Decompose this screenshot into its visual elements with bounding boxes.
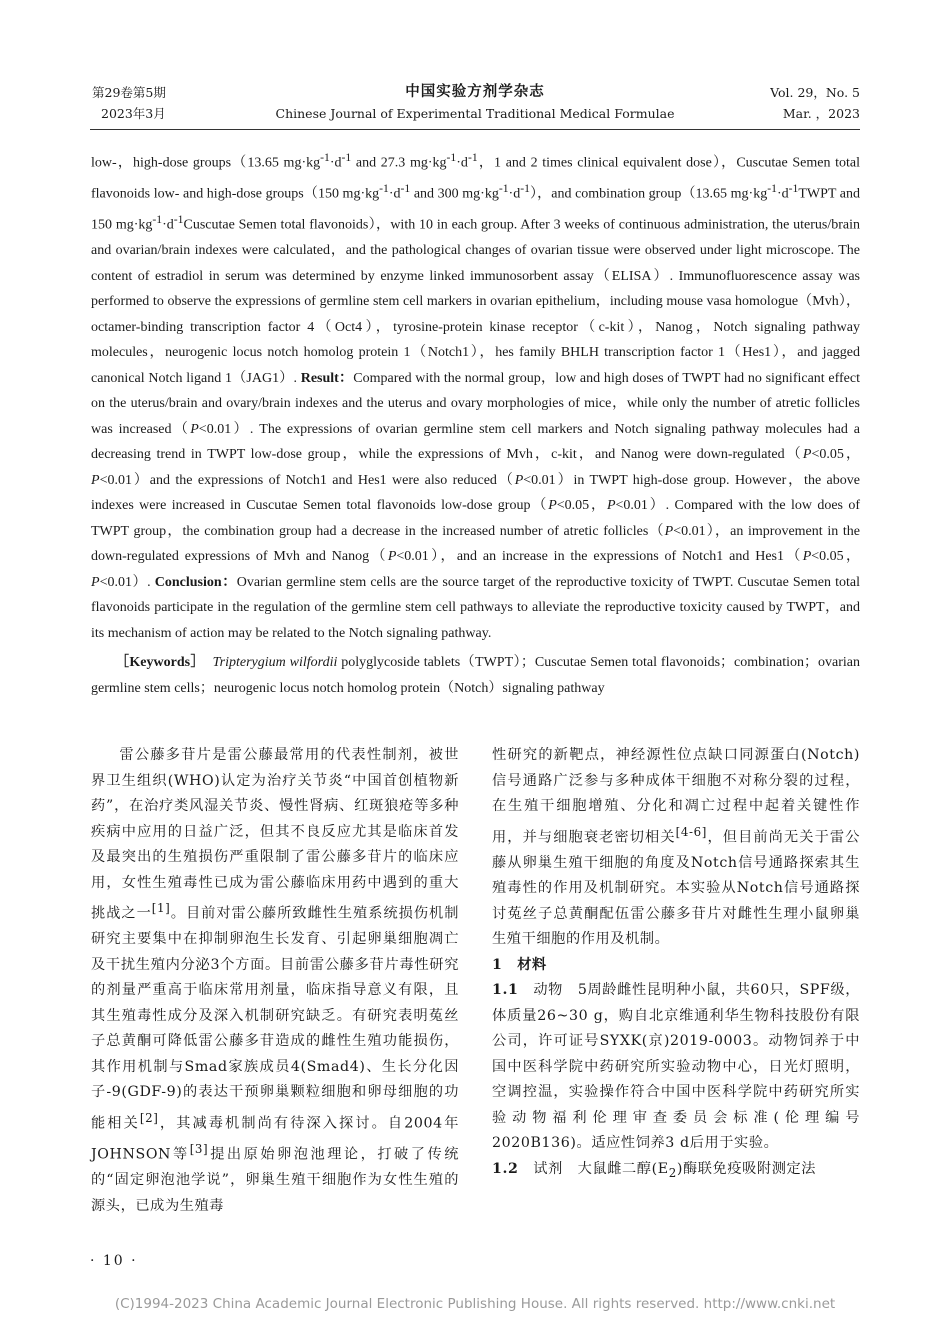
citation: [1] — [151, 901, 171, 915]
citation: [2] — [139, 1110, 159, 1125]
intro-paragraph-continued: 性研究的新靶点，神经源性位点缺口同源蛋白(Notch)信号通路广泛参与多种成体干细胞不对称分裂的过程，在生殖干细胞增殖、分化和凋亡过程中起着关键性作用，并与细胞衰老密切相关[4-6]，但目前尚无关于雷公藤从卵巢生殖干细胞的角度及Notch信号通路探索其生殖毒性的作用及机制研究。本实验从Notch信号通路探讨菟丝子总黄酮配伍雷公藤多苷片对雌性生理小鼠卵巢生殖干细胞的作用及机制。 — [492, 747, 860, 948]
abstract-body: low-，high-dose groups（13.65 $mg\cdot kg^{-1}\cdot d^{-1}$ and 27.3 $mg\cdot kg^{-1}\cdot d^{-1}$，1 and 2 times clinical equivalent dose），Cuscutae Semen total flavonoids low- and high-dose groups（150 $mg\cdot kg^{-1}\cdot d^{-1}$ and 300 $mg\cdot kg^{-1}\cdot d^{-1}$），and combination group（13.65 $mg\cdot kg^{-1}\cdot d^{-1}TWPT$ and 150 $mg\cdot kg^{-1}\cdot d^{-1}Cuscutae$ Semen total flavonoids），with 10 in each group. After 3 weeks of continuous administration, the uterus/brain and ovarian/brain indexes were calculated，and the pathological changes of ovarian tissue were observed under light microscope. The content of estradiol in serum was determined by enzyme linked immunosorbent assay（ELISA）. Immunofluorescence assay was performed to observe the expressions of germline stem cell markers in ovarian epithelium，including mouse vasa homologue（Mvh），octamer-binding transcription factor 4（Oct4），tyrosine-protein kinase receptor（c-kit），Nanog，Notch signaling pathway molecules，neurogenic locus notch homolog protein 1（Notch1），hes family BHLH transcription factor 1（Hes1），and jagged canonical Notch ligand 1（JAG1）. Result：Compared with the normal group，low and high doses of TWPT had no significant effect on the uterus/brain and ovary/brain indexes and the uterus and ovary morphologies of mice，while only the number of atretic follicles was increased（P<0.01）. The expressions of ovarian germline stem cell markers and Notch signaling pathway molecules had a decreasing trend in TWPT low-dose group，while the expressions of Mvh，c-kit，and Nanog were down-regulated（P<0.05，P<0.01）and the expressions of Notch1 and Hes1 were also reduced（P<0.01）in TWPT high-dose group. However，the above indexes were increased in Cuscutae Semen total flavonoids low-dose group（P<0.05，P<0.01）. Compared with the low does of TWPT group，the combination group had a decrease in the increased number of atretic follicles（P<0.01），an improvement in the down-regulated expressions of Mvh and Nanog（P<0.01），and an increase in the expressions of Notch1 and Hes1（P<0.05，P<0.01）. Conclusion：Ovarian germline stem cells are the source target of the reproductive toxicity of TWPT. Cuscutae Semen total flavonoids participate in the regulation of the germline stem cell pathways to alleviate the reproductive toxicity caused by TWPT，and its mechanism of action may be related to the Notch signaling pathway. — [91, 151, 861, 641]
header-issue — [92, 82, 166, 124]
right-column — [492, 743, 860, 1186]
header-vol-no: Vol. 29，No. 5 — [770, 85, 860, 100]
conclusion-label: Conclusion： — [154, 574, 237, 590]
keywords: ［Keywords］ Tripterygium wilfordii polyglycoside tablets（TWPT）；Cuscutae Semen total flavonoids；combination；ovarian germline stem cells；neurogenic locus notch homolog protein（Notch）signaling pathway — [91, 655, 860, 696]
keywords-label: ［Keywords］ — [115, 655, 205, 671]
header-date: 2023年3月 — [101, 106, 166, 121]
header-journal — [200, 82, 750, 124]
english-abstract — [91, 145, 860, 701]
citation: [4-6] — [675, 824, 707, 839]
copyright-footer: (C)1994-2023 China Academic Journal Electronic Publishing House. All rights reserved. http://www.cnki.net — [114, 1296, 836, 1312]
header-vol-en — [770, 82, 860, 124]
subsection-reagents: 1.2 试剂 大鼠雌二醇$(E_2)$酶联免疫吸附测定法 — [492, 1160, 817, 1180]
journal-title-en: Chinese Journal of Experimental Traditional Medical Formulae — [275, 106, 675, 121]
journal-title-cn: 中国实验方剂学杂志 — [405, 84, 545, 100]
section-heading-materials: 1 材料 — [492, 956, 547, 973]
subsection-animals: 1.1 动物 5周龄雌性昆明种小鼠，共60只，SPF级，体质量26~30 g，购自北京维通利华生物科技股份有限公司，许可证号SYXK(京)2019-0003。动物饲养于中国中医科学院中药研究所实验动物中心，日光灯照明，空调控温，实验操作符合中国中医科学院中药研究所实验动物福利伦理审查委员会标准(伦理编号2020B136)。适应性饲养3 d后用于实验。 — [492, 982, 860, 1152]
header-volume: 第29卷第5期 — [92, 85, 166, 100]
header-rule — [90, 129, 860, 130]
citation: [3] — [189, 1141, 209, 1156]
page-number: · 10 · — [90, 1253, 138, 1269]
header-month-year: Mar. ，2023 — [782, 106, 860, 121]
intro-paragraph: 雷公藤多苷片是雷公藤最常用的代表性制剂，被世界卫生组织(WHO)认定为治疗关节炎“中国首创植物新药”，在治疗类风湿关节炎、慢性肾病、红斑狼疮等多种疾病中应用的日益广泛，但其不良反应尤其是临床首发及最突出的生殖损伤严重限制了雷公藤多苷片的临床应用，女性生殖毒性已成为雷公藤临床用药中遇到的重大挑战之一[1]。目前对雷公藤所致雌性生殖系统损伤机制研究主要集中在抑制卵泡生长发育、引起卵巢细胞凋亡及干扰生殖内分泌3个方面。目前雷公藤多苷片毒性研究的剂量严重高于临床常用剂量，临床指导意义有限，且其生殖毒性成分及深入机制研究缺乏。有研究表明菟丝子总黄酮可降低雷公藤多苷造成的雌性生殖功能损伤，其作用机制与Smad家族成员4(Smad4)、生长分化因子-9(GDF-9)的表达干预卵巢颗粒细胞和卵母细胞的功能相关[2]，其减毒机制尚有待深入探讨。自2004年JOHNSON等[3]提出原始卵泡池理论，打破了传统的“固定卵泡池学说”，卵巢生殖干细胞作为女性生殖的源头，已成为生殖毒 — [91, 747, 460, 1214]
result-label: Result： — [300, 370, 354, 386]
left-column — [91, 743, 459, 1219]
